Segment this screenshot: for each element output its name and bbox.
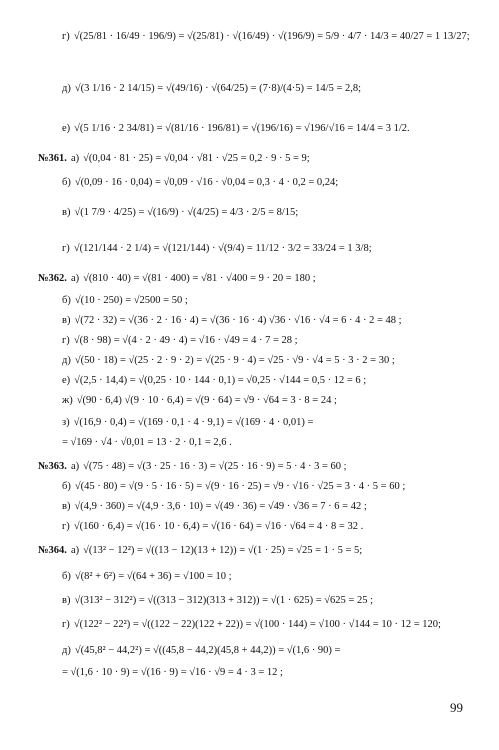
item-label: з) — [62, 417, 70, 428]
solution-text: √(4,9 · 360) = √(4,9 · 3,6 · 10) = √(49 · 36) = √49 · √36 = 7 · 6 = 42 ; — [74, 501, 367, 512]
page-number: 99 — [450, 700, 463, 715]
solution-text: √(1 7/9 · 4/25) = √(16/9) · √(4/25) = 4/3 · 2/5 = 8/15; — [74, 207, 299, 218]
solution-text: √(0,04 · 81 · 25) = √0,04 · √81 · √25 = 0,2 · 9 · 5 = 9; — [83, 153, 310, 164]
item-label: д) — [62, 645, 71, 656]
solution-text: √(2,5 · 14,4) = √(0,25 · 10 · 144 · 0,1) = √0,25 · √144 = 0,5 · 12 = 6 ; — [74, 375, 367, 386]
solution-line — [62, 314, 402, 328]
item-label: е) — [62, 375, 71, 386]
item-label: а) — [70, 273, 80, 284]
exercise-number: №361. — [38, 153, 67, 164]
item-label: в) — [62, 501, 71, 512]
solution-text: √(50 · 18) = √(25 · 2 · 9 · 2) = √(25 · 9 · 4) = √25 · √9 · √4 = 5 · 3 · 2 = 30 ; — [74, 355, 395, 366]
item-label: г) — [62, 335, 70, 346]
item-label: а) — [70, 461, 80, 472]
solution-text: √(90 · 6,4) √(9 · 10 · 6,4) = √(9 · 64) = √9 · √64 = 3 · 8 = 24 ; — [76, 395, 337, 406]
exercise-number: №362. — [38, 273, 67, 284]
solution-text: √(8 · 98) = √(4 · 2 · 49 · 4) = √16 · √49 = 4 · 7 = 28 ; — [73, 335, 298, 346]
item-label: б) — [62, 571, 71, 582]
solution-text: √(0,09 · 16 · 0,04) = √0,09 · √16 · √0,04 = 0,3 · 4 · 0,2 = 0,24; — [74, 177, 339, 188]
solution-text: √(121/144 · 2 1/4) = √(121/144) · √(9/4) = 11/12 · 3/2 = 33/24 = 1 3/8; — [73, 243, 372, 254]
solution-text: √(13² − 12²) = √((13 − 12)(13 + 12)) = √(1 · 25) = √25 = 1 · 5 = 5; — [83, 545, 363, 556]
solution-line — [38, 460, 347, 474]
solution-line — [62, 436, 232, 450]
item-label: д) — [62, 355, 71, 366]
solution-line — [62, 480, 405, 494]
solution-line — [62, 500, 367, 514]
solution-text: √(25/81 · 16/49 · 196/9) = √(25/81) · √(16/49) · √(196/9) = 5/9 · 4/7 · 14/3 = 40/27 = 1 13/27; — [73, 31, 470, 42]
solution-line — [62, 618, 441, 632]
solution-line — [62, 176, 338, 190]
solution-line — [62, 294, 188, 308]
solution-line — [62, 82, 361, 96]
solution-text: √(5 1/16 · 2 34/81) = √(81/16 · 196/81) = √(196/16) = √196/√16 = 14/4 = 3 1/2. — [74, 123, 410, 134]
solution-text: √(45,8² − 44,2²) = √((45,8 − 44,2)(45,8 + 44,2)) = √(1,6 · 90) = — [74, 645, 341, 656]
exercise-number: №363. — [38, 461, 67, 472]
solution-text: √(16,9 · 0,4) = √(169 · 0,1 · 4 · 9,1) = √(169 · 4 · 0,01) = — [73, 417, 314, 428]
solution-text: √(75 · 48) = √(3 · 25 · 16 · 3) = √(25 · 16 · 9) = 5 · 4 · 3 = 60 ; — [83, 461, 347, 472]
solution-line — [38, 544, 362, 558]
item-label: в) — [62, 595, 71, 606]
solution-line — [62, 594, 373, 608]
solution-text: √(72 · 32) = √(36 · 2 · 16 · 4) = √(36 · 16 · 4) √36 · √16 · √4 = 6 · 4 · 2 = 48 ; — [74, 315, 402, 326]
item-label: г) — [62, 619, 70, 630]
item-label: г) — [62, 31, 70, 42]
solution-line — [62, 570, 232, 584]
solution-line — [38, 152, 310, 166]
solution-text: √(45 · 80) = √(9 · 5 · 16 · 5) = √(9 · 16 · 25) = √9 · √16 · √25 = 3 · 4 · 5 = 60 ; — [74, 481, 406, 492]
solution-line — [62, 122, 410, 136]
item-label: б) — [62, 295, 71, 306]
solution-line — [62, 374, 366, 388]
solution-line — [62, 416, 313, 430]
solution-text: √(122² − 22²) = √((122 − 22)(122 + 22)) = √(100 · 144) = √100 · √144 = 10 · 12 = 120; — [73, 619, 441, 630]
item-label: ж) — [62, 395, 73, 406]
item-label: б) — [62, 481, 71, 492]
solution-line — [62, 644, 340, 658]
solution-line — [38, 272, 316, 286]
item-label: а) — [70, 545, 80, 556]
solution-text: √(160 · 6,4) = √(16 · 10 · 6,4) = √(16 · 64) = √16 · √64 = 4 · 8 = 32 . — [73, 521, 364, 532]
solution-line — [62, 520, 363, 534]
solution-line — [62, 666, 283, 680]
item-label: е) — [62, 123, 71, 134]
solution-text: √(10 · 250) = √2500 = 50 ; — [74, 295, 188, 306]
item-label: в) — [62, 207, 71, 218]
solution-text: √(3 1/16 · 2 14/15) = √(49/16) · √(64/25) = (7·8)/(4·5) = 14/5 = 2,8; — [74, 83, 362, 94]
solution-text: = √(1,6 · 10 · 9) = √(16 · 9) = √16 · √9 = 4 · 3 = 12 ; — [62, 667, 283, 678]
item-label: г) — [62, 521, 70, 532]
solution-text: √(810 · 40) = √(81 · 400) = √81 · √400 = 9 · 20 = 180 ; — [83, 273, 316, 284]
solution-line — [62, 206, 298, 220]
item-label: в) — [62, 315, 71, 326]
solution-line — [62, 334, 298, 348]
solution-line — [62, 354, 395, 368]
item-label: а) — [70, 153, 80, 164]
item-label: д) — [62, 83, 71, 94]
solution-text: = √169 · √4 · √0,01 = 13 · 2 · 0,1 = 2,6 . — [62, 437, 232, 448]
solution-line — [62, 394, 337, 408]
item-label: б) — [62, 177, 71, 188]
solution-text: √(313² − 312²) = √((313 − 312)(313 + 312)) = √(1 · 625) = √625 = 25 ; — [74, 595, 374, 606]
solution-line — [62, 242, 372, 256]
item-label: г) — [62, 243, 70, 254]
exercise-number: №364. — [38, 545, 67, 556]
solution-text: √(8² + 6²) = √(64 + 36) = √100 = 10 ; — [74, 571, 232, 582]
solution-line — [62, 30, 470, 44]
